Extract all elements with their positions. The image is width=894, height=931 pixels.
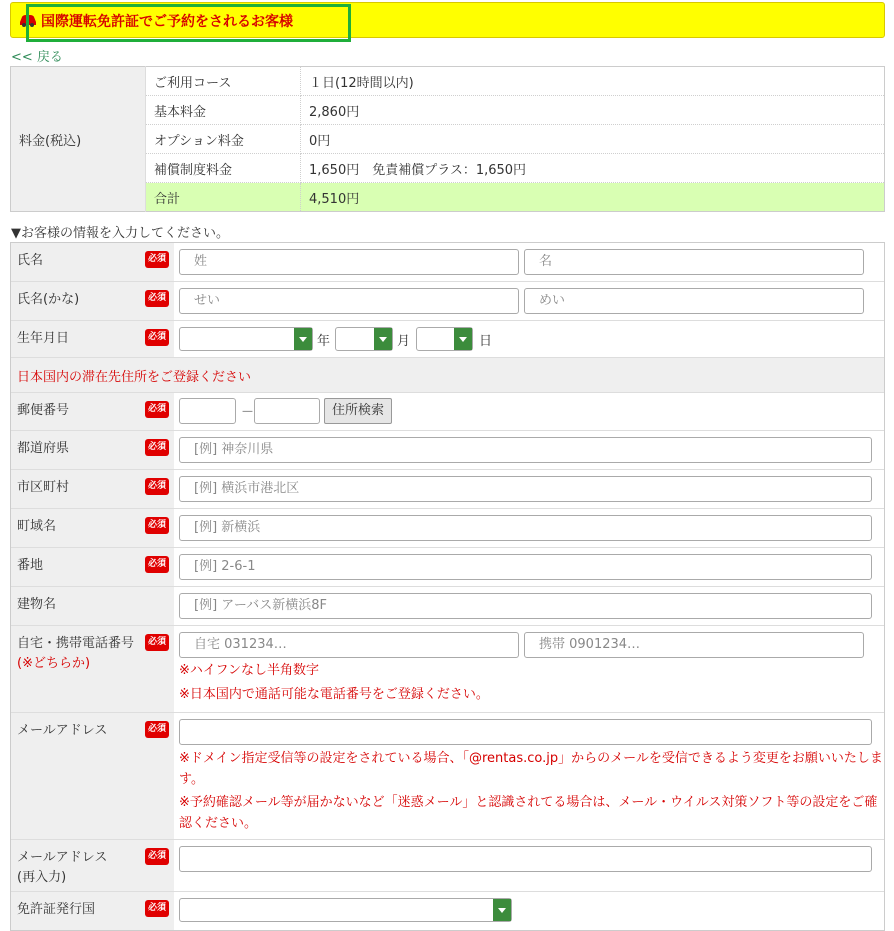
fee-value-option: 0円	[301, 125, 885, 154]
email-label	[11, 713, 174, 839]
street-input[interactable]: [例] 2-6-1	[179, 554, 872, 580]
required-badge: 必須	[145, 517, 169, 534]
row-town	[11, 509, 884, 548]
row-name	[11, 243, 884, 282]
email-warning-spam: ※予約確認メール等が届かないなど「迷惑メール」と認識されてる場合は、メール・ウイルス対策ソフト等の設定をご確認ください。	[179, 795, 878, 831]
street-label	[11, 548, 174, 586]
email-confirm-label	[11, 840, 174, 891]
fee-key-option: オプション料金	[146, 125, 301, 154]
email-input[interactable]	[179, 719, 872, 745]
row-kana	[11, 282, 884, 321]
birth-day-select[interactable]	[416, 327, 473, 351]
prefecture-label-text: 都道府県	[17, 441, 70, 456]
required-badge: 必須	[145, 634, 169, 651]
fee-value-total: 4,510円	[301, 183, 885, 212]
kana-label-text: 氏名(かな)	[17, 292, 80, 307]
row-street	[11, 548, 884, 587]
building-label	[11, 587, 174, 625]
prefecture-label	[11, 431, 174, 469]
year-unit: 年	[317, 334, 331, 349]
birth-year-select[interactable]	[179, 327, 313, 351]
first-kana-input[interactable]: めい	[524, 288, 864, 314]
phone-warning-format: ※ハイフンなし半角数字	[179, 663, 319, 678]
postal-code-first-input[interactable]	[179, 398, 236, 424]
fee-value-course: １日(12時間以内)	[301, 67, 885, 96]
form-intro: ▼お客様の情報を入力してください。	[11, 226, 229, 241]
email-warning-domain: ※ドメイン指定受信等の設定をされている場合、「@rentas.co.jp」からのメールを受信できるよう変更をお願いいたします。	[179, 751, 883, 787]
chevron-down-icon	[454, 328, 472, 350]
fee-key-insurance: 補償制度料金	[146, 154, 301, 183]
kana-label	[11, 282, 174, 320]
phone-label-note: (※どちらか)	[17, 656, 91, 671]
back-link[interactable]: << 戻る	[11, 50, 63, 65]
town-input[interactable]: [例] 新横浜	[179, 515, 872, 541]
row-building	[11, 587, 884, 626]
name-label-text: 氏名	[17, 253, 44, 268]
required-badge: 必須	[145, 478, 169, 495]
fee-table	[10, 66, 885, 212]
row-email	[11, 713, 884, 840]
day-unit: 日	[479, 334, 493, 349]
birth-label-text: 生年月日	[17, 331, 70, 346]
birth-month-select[interactable]	[335, 327, 393, 351]
city-label-text: 市区町村	[17, 480, 70, 495]
license-country-select[interactable]	[179, 898, 512, 922]
phone-label-text: 自宅・携帯電話番号	[17, 636, 135, 651]
email-confirm-input[interactable]	[179, 846, 872, 872]
license-country-label	[11, 892, 174, 930]
customer-form	[10, 242, 885, 931]
town-label-text: 町域名	[17, 519, 57, 534]
birth-label	[11, 321, 174, 357]
chevron-down-icon	[294, 328, 312, 350]
fee-key-basic: 基本料金	[146, 96, 301, 125]
phone-warning-domestic: ※日本国内で通話可能な電話番号をご登録ください。	[179, 687, 489, 702]
required-badge: 必須	[145, 556, 169, 573]
name-label	[11, 243, 174, 281]
chevron-down-icon	[374, 328, 392, 350]
title-highlight-frame	[26, 4, 351, 42]
building-label-text: 建物名	[17, 597, 57, 612]
row-license-country	[11, 892, 884, 930]
city-input[interactable]: [例] 横浜市港北区	[179, 476, 872, 502]
fee-key-course: ご利用コース	[146, 67, 301, 96]
row-city	[11, 470, 884, 509]
phone-label	[11, 626, 174, 712]
row-phone	[11, 626, 884, 713]
fee-value-insurance: 1,650円 免責補償プラス：1,650円	[301, 154, 885, 183]
row-email-confirm	[11, 840, 884, 892]
required-badge: 必須	[145, 900, 169, 917]
town-label	[11, 509, 174, 547]
page-title: 国際運転免許証でご予約をされるお客様	[41, 14, 293, 30]
fee-value-basic: 2,860円	[301, 96, 885, 125]
home-phone-input[interactable]: 自宅 031234…	[179, 632, 519, 658]
mobile-phone-input[interactable]: 携帯 0901234…	[524, 632, 864, 658]
email-confirm-label-text: メールアドレス	[17, 850, 108, 865]
city-label	[11, 470, 174, 508]
postal-dash: －	[241, 405, 255, 420]
building-input[interactable]: [例] アーバス新横浜8F	[179, 593, 872, 619]
required-badge: 必須	[145, 848, 169, 865]
email-label-text: メールアドレス	[17, 723, 108, 738]
email-confirm-label-sub: (再入力)	[17, 870, 67, 885]
address-section-heading: 日本国内の滞在先住所をご登録ください	[11, 358, 884, 393]
last-kana-input[interactable]: せい	[179, 288, 519, 314]
license-country-label-text: 免許証発行国	[17, 902, 96, 917]
required-badge: 必須	[145, 329, 169, 346]
required-badge: 必須	[145, 721, 169, 738]
month-unit: 月	[397, 334, 411, 349]
fee-key-total: 合計	[146, 183, 301, 212]
postal-code-second-input[interactable]	[254, 398, 320, 424]
chevron-down-icon	[493, 899, 511, 921]
last-name-input[interactable]: 姓	[179, 249, 519, 275]
first-name-input[interactable]: 名	[524, 249, 864, 275]
required-badge: 必須	[145, 290, 169, 307]
postal-label	[11, 393, 174, 430]
required-badge: 必須	[145, 439, 169, 456]
row-postal	[11, 393, 884, 431]
street-label-text: 番地	[17, 558, 44, 573]
required-badge: 必須	[145, 251, 169, 268]
postal-label-text: 郵便番号	[17, 403, 70, 418]
fee-label: 料金(税込)	[11, 67, 146, 212]
row-prefecture	[11, 431, 884, 470]
row-birthdate	[11, 321, 884, 358]
address-search-button[interactable]: 住所検索	[324, 398, 392, 424]
required-badge: 必須	[145, 401, 169, 418]
prefecture-input[interactable]: [例] 神奈川県	[179, 437, 872, 463]
